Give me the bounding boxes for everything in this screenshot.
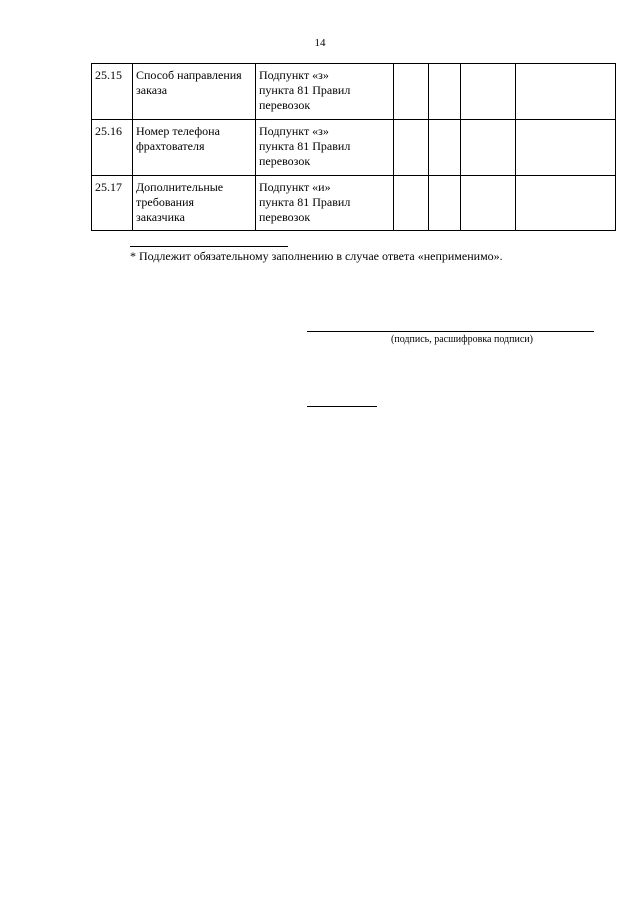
end-divider <box>307 406 377 407</box>
row-reference-line: пункта 81 Правил <box>259 83 351 97</box>
row-number-cell: 25.16 <box>92 120 133 176</box>
empty-cell <box>394 120 429 176</box>
row-name-cell <box>133 120 256 176</box>
empty-cell <box>461 64 516 120</box>
row-number-cell: 25.17 <box>92 176 133 231</box>
row-reference-line: перевозок <box>259 98 311 112</box>
row-reference-line: пункта 81 Правил <box>259 195 351 209</box>
row-name-line: фрахтователя <box>136 139 205 153</box>
row-reference-line: Подпункт «з» <box>259 68 329 82</box>
row-reference-line: Подпункт «и» <box>259 180 331 194</box>
empty-cell <box>394 176 429 231</box>
row-name-cell <box>133 64 256 120</box>
row-number-cell: 25.15 <box>92 64 133 120</box>
row-reference-line: пункта 81 Правил <box>259 139 351 153</box>
empty-cell <box>516 176 616 231</box>
row-name-line: Дополнительные <box>136 180 224 194</box>
row-name-line: заказчика <box>136 210 185 224</box>
row-reference-line: перевозок <box>259 154 311 168</box>
table-row <box>92 120 616 176</box>
row-name-line: требования <box>136 195 195 209</box>
empty-cell <box>516 64 616 120</box>
footnote: * Подлежит обязательному заполнению в случае ответа «неприменимо». <box>130 249 503 263</box>
empty-cell <box>461 176 516 231</box>
empty-cell <box>429 120 461 176</box>
document-table <box>91 63 616 231</box>
footnote-divider <box>130 246 288 247</box>
row-reference-line: Подпункт «з» <box>259 124 329 138</box>
row-name-cell <box>133 176 256 231</box>
signature-caption: (подпись, расшифровка подписи) <box>391 334 533 345</box>
row-reference-line: перевозок <box>259 210 311 224</box>
row-name-line: Способ направления <box>136 68 242 82</box>
table-row <box>92 176 616 231</box>
empty-cell <box>394 64 429 120</box>
row-reference-cell <box>256 176 394 231</box>
row-reference-cell <box>256 64 394 120</box>
empty-cell <box>516 120 616 176</box>
empty-cell <box>429 176 461 231</box>
table-row <box>92 64 616 120</box>
row-reference-cell <box>256 120 394 176</box>
signature-line <box>307 331 594 332</box>
row-name-line: Номер телефона <box>136 124 220 138</box>
empty-cell <box>461 120 516 176</box>
page-number: 14 <box>314 37 326 49</box>
empty-cell <box>429 64 461 120</box>
row-name-line: заказа <box>136 83 168 97</box>
